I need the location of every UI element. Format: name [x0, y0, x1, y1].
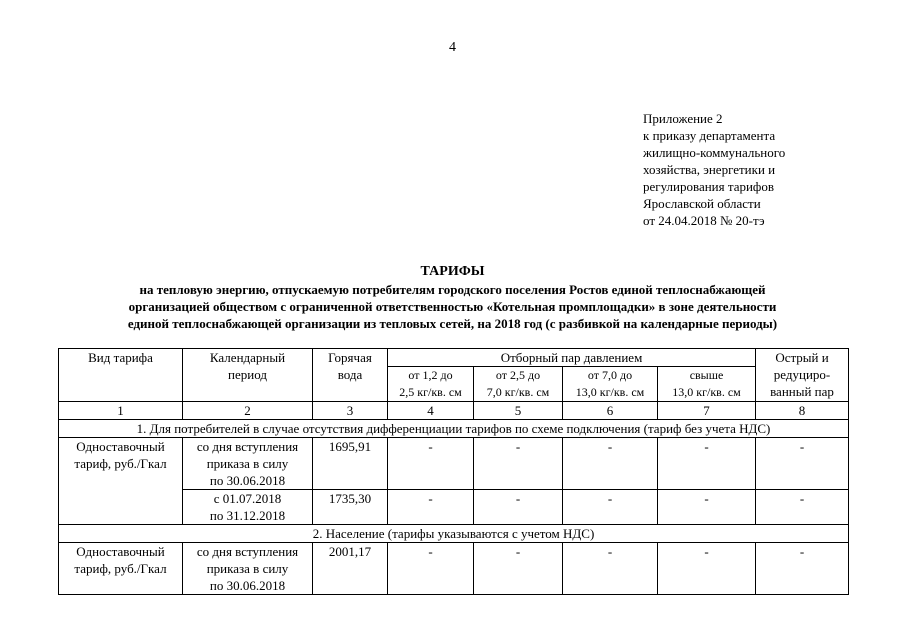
tariff-table — [58, 348, 849, 595]
appendix-block — [643, 110, 785, 229]
appendix-line: Ярославской области — [643, 196, 761, 211]
pressure-3-cell: - — [563, 438, 658, 490]
pressure-2-cell: - — [474, 543, 563, 595]
appendix-line: Приложение 2 — [643, 111, 723, 126]
title-line: единой теплоснабжающей организации из тепловых сетей, на 2018 год (с разбивкой на календарные периоды) — [127, 316, 778, 331]
col-number: 1 — [59, 402, 183, 420]
col-number: 3 — [313, 402, 388, 420]
appendix-line: к приказу департамента — [643, 128, 776, 143]
header-tariff-type: Вид тарифа — [59, 349, 183, 402]
col-number: 2 — [183, 402, 313, 420]
pressure-4-cell: - — [658, 490, 756, 525]
period-cell: с 01.07.2018 по 31.12.2018 — [183, 490, 313, 525]
hot-water-cell: 1695,91 — [313, 438, 388, 490]
hot-water-cell: 2001,17 — [313, 543, 388, 595]
col-number: 6 — [563, 402, 658, 420]
table-row — [59, 438, 849, 490]
col-number: 7 — [658, 402, 756, 420]
appendix-line: хозяйства, энергетики и — [643, 162, 776, 177]
pressure-1-cell: - — [388, 543, 474, 595]
pressure-4-cell: - — [658, 543, 756, 595]
pressure-2-cell: - — [474, 438, 563, 490]
hot-water-cell: 1735,30 — [313, 490, 388, 525]
header-row — [59, 349, 849, 367]
page-number: 4 — [449, 40, 456, 55]
appendix-line: жилищно-коммунального — [643, 145, 786, 160]
column-number-row — [59, 402, 849, 420]
reduced-steam-cell: - — [756, 438, 849, 490]
header-hot-water: Горячая вода — [313, 349, 388, 402]
pressure-4-cell: - — [658, 438, 756, 490]
reduced-steam-cell: - — [756, 543, 849, 595]
table-row — [59, 543, 849, 595]
pressure-1-cell: - — [388, 438, 474, 490]
title-main: ТАРИФЫ — [420, 264, 485, 279]
title-line: организацией обществом с ограниченной ответственностью «Котельная промплощадки» в зоне деятельности — [128, 299, 777, 314]
appendix-line: регулирования тарифов — [643, 179, 774, 194]
header-pressure-4: свыше 13,0 кг/кв. см — [658, 367, 756, 402]
header-reduced-steam: Острый и редуциро- ванный пар — [756, 349, 849, 402]
section-2-title: 2. Население (тарифы указываются с учетом НДС) — [59, 525, 849, 543]
section-row — [59, 525, 849, 543]
header-pressure-1: от 1,2 до 2,5 кг/кв. см — [388, 367, 474, 402]
col-number: 8 — [756, 402, 849, 420]
pressure-2-cell: - — [474, 490, 563, 525]
section-row — [59, 420, 849, 438]
header-steam: Отборный пар давлением — [388, 349, 756, 367]
col-number: 5 — [474, 402, 563, 420]
pressure-3-cell: - — [563, 543, 658, 595]
header-pressure-3: от 7,0 до 13,0 кг/кв. см — [563, 367, 658, 402]
period-cell: со дня вступления приказа в силу по 30.06.2018 — [183, 438, 313, 490]
tariff-type-cell: Одноставочный тариф, руб./Гкал — [59, 543, 183, 595]
pressure-1-cell: - — [388, 490, 474, 525]
section-1-title: 1. Для потребителей в случае отсутствия дифференциации тарифов по схеме подключения (тариф без учета НДС) — [59, 420, 849, 438]
document-title — [0, 263, 905, 332]
reduced-steam-cell: - — [756, 490, 849, 525]
pressure-3-cell: - — [563, 490, 658, 525]
header-period: Календарный период — [183, 349, 313, 402]
appendix-line: от 24.04.2018 № 20-тэ — [643, 213, 765, 228]
title-line: на тепловую энергию, отпускаемую потребителям городского поселения Ростов единой теплоснабжающей — [139, 282, 766, 297]
tariff-type-cell: Одноставочный тариф, руб./Гкал — [59, 438, 183, 525]
header-pressure-2: от 2,5 до 7,0 кг/кв. см — [474, 367, 563, 402]
col-number: 4 — [388, 402, 474, 420]
period-cell: со дня вступления приказа в силу по 30.06.2018 — [183, 543, 313, 595]
